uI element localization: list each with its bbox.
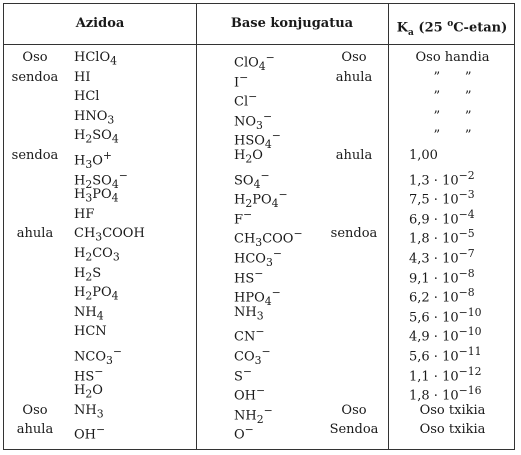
table-row [4, 362, 514, 384]
table-row [4, 68, 514, 90]
acid-formula: HCl [74, 89, 100, 105]
acid-formula: $H_2S$ [74, 265, 102, 284]
acid-formula: $HNO_3$ [74, 108, 115, 127]
header-ka [388, 4, 516, 44]
ka-value: Oso txikia [419, 422, 486, 438]
acid-strength-label [4, 107, 66, 126]
acid-formula: $CH_3COOH$ [74, 226, 145, 244]
acid-strength-label [4, 283, 66, 302]
acid-formula: HI [74, 69, 91, 85]
conjugate-base-formula: $H_2PO_4^-$ [234, 188, 288, 211]
conjugate-base-formula: $CO_3^-$ [234, 345, 271, 367]
ka-value: ” ” [433, 89, 472, 105]
base-strength-label: Oso [341, 402, 367, 418]
table-row [4, 87, 514, 110]
acid-strength-label [4, 303, 66, 322]
ka-value: $4,3 \cdot 10^{-7}$ [409, 247, 475, 267]
acid-formula: $H_2CO_3$ [74, 246, 120, 264]
base-strength-label: ahula [335, 69, 373, 85]
header-divider [4, 44, 514, 45]
acid-formula: $NCO_3^-$ [74, 345, 122, 367]
base-strength-label [322, 244, 386, 263]
acid-strength-label [4, 205, 66, 224]
ka-value: $1,1 \cdot 10^{-12}$ [409, 364, 482, 384]
acid-formula: HS− [74, 364, 104, 384]
acid-formula: $NH_4$ [74, 304, 104, 323]
conjugate-base-formula: ClO$_4$− [234, 51, 275, 73]
acid-strength-label [4, 264, 66, 283]
table-row [4, 401, 514, 426]
header-base: Base konjugatua [230, 16, 354, 31]
conjugate-base-formula: CN− [234, 325, 265, 345]
acid-formula: $H_2O$ [74, 383, 103, 401]
ka-value: $5,6 \cdot 10^{-11}$ [409, 345, 482, 365]
base-strength-label [322, 166, 386, 185]
ka-degree: o [447, 19, 454, 29]
ka-value: Oso handia [415, 50, 490, 65]
acid-formula: HCN [74, 324, 107, 340]
acid-formula: $H_2SO_4^-$ [74, 168, 128, 191]
acid-formula: $H_2PO_4$ [74, 285, 119, 303]
ka-value: Oso txikia [419, 402, 486, 418]
base-strength-label [322, 322, 386, 341]
conjugate-base-formula: $NH_2^-$ [234, 403, 273, 426]
ka-value: ” ” [433, 128, 472, 144]
acid-formula: HF [74, 206, 95, 222]
ka-value: $9,1 \cdot 10^{-8}$ [409, 266, 475, 286]
base-strength-label [322, 107, 386, 126]
table-row [4, 48, 514, 73]
table-row [4, 244, 514, 269]
table-row [4, 126, 514, 152]
table-row [4, 283, 514, 309]
ka-subscript: a [408, 27, 414, 38]
conjugate-base-formula: $SO_4^-$ [234, 168, 270, 191]
acid-strength-label: sendoa [11, 69, 59, 85]
acid-formula: $NH_3$ [74, 402, 104, 421]
base-strength-label [322, 205, 386, 224]
table-row [4, 107, 514, 132]
base-strength-label [322, 342, 386, 361]
header-acid: Azidoa [75, 16, 125, 31]
base-strength-label: Sendoa [329, 422, 379, 438]
ka-value: $7,5 \cdot 10^{-3}$ [409, 188, 475, 208]
base-strength-label: sendoa [330, 226, 378, 242]
ka-value: $5,6 \cdot 10^{-10}$ [409, 305, 482, 326]
acid-strength-label [4, 342, 66, 361]
ka-value: ” ” [433, 69, 472, 85]
ka-value: ” ” [433, 108, 472, 124]
acid-strength-label [4, 166, 66, 185]
table-row [4, 205, 514, 228]
acid-strength-label: sendoa [11, 148, 59, 163]
conjugate-base-formula: $HSO_4^-$ [234, 129, 281, 152]
acid-strength-label: Oso [22, 50, 48, 65]
table-row [4, 303, 514, 326]
ka-value: $1,8 \cdot 10^{-5}$ [409, 227, 475, 247]
acid-strength-label [4, 362, 66, 381]
acid-strength-label [4, 185, 66, 204]
base-strength-label [322, 264, 386, 283]
table-row [4, 342, 514, 367]
base-strength-label [322, 185, 386, 204]
conjugate-base-formula: $H_2O$ [234, 148, 263, 166]
table-row [4, 224, 514, 250]
ka-value: 1,00 [409, 148, 438, 163]
acid-base-table [3, 3, 515, 450]
base-strength-label [322, 126, 386, 145]
conjugate-base-formula: $HPO_4^-$ [234, 286, 281, 309]
conjugate-base-formula: $NO_3^-$ [234, 109, 273, 132]
ka-value: $1,3 \cdot 10^{-2}$ [409, 168, 475, 188]
conjugate-base-formula: $CH_3COO^-$ [234, 227, 303, 250]
conjugate-base-formula: F− [234, 207, 253, 228]
table-row [4, 166, 514, 191]
base-strength-label [322, 283, 386, 302]
acid-strength-label: Oso [22, 402, 48, 418]
base-strength-label [322, 87, 386, 106]
base-strength-label: ahula [335, 148, 373, 163]
table-row [4, 322, 514, 345]
acid-strength-label [4, 381, 66, 400]
base-strength-label [322, 303, 386, 322]
base-strength-label: Oso [341, 50, 367, 65]
base-strength-label [322, 362, 386, 381]
acid-strength-label [4, 87, 66, 106]
acid-strength-label [4, 244, 66, 263]
ka-temp-suffix: C-etan) [453, 20, 508, 36]
conjugate-base-formula: $NH_3$ [234, 304, 264, 323]
conjugate-base-formula: O− [234, 423, 254, 443]
table-row [4, 420, 514, 443]
ka-value: $4,9 \cdot 10^{-10}$ [409, 325, 482, 345]
acid-formula: $H_3PO_4$ [74, 187, 119, 205]
acid-formula: OH− [74, 423, 106, 443]
base-strength-label [322, 381, 386, 400]
conjugate-base-formula: S− [234, 364, 252, 384]
ka-label: K [396, 20, 409, 36]
acid-strength-label [4, 322, 66, 341]
ka-temp-prefix: (25 [413, 20, 448, 36]
ka-value: $1,8 \cdot 10^{-16}$ [409, 384, 482, 404]
acid-strength-label: ahula [16, 226, 54, 242]
ka-value: $6,2 \cdot 10^{-8}$ [409, 286, 475, 306]
acid-formula: HClO$_4$ [74, 50, 117, 68]
table-row [4, 185, 514, 211]
conjugate-base-formula: OH− [234, 384, 266, 404]
acid-strength-label [4, 126, 66, 145]
conjugate-base-formula: I− [234, 70, 249, 90]
acid-strength-label: ahula [16, 422, 54, 438]
conjugate-base-formula: Cl− [234, 90, 258, 110]
acid-formula: $H_2SO_4$ [74, 128, 119, 146]
conjugate-base-formula: HS− [234, 266, 264, 286]
ka-value: $6,9 \cdot 10^{-4}$ [409, 207, 475, 228]
conjugate-base-formula: $HCO_3^-$ [234, 247, 282, 269]
table-row [4, 381, 514, 404]
acid-formula: $H_3O^+$ [74, 149, 112, 171]
table-row [4, 264, 514, 286]
table-row [4, 146, 514, 171]
